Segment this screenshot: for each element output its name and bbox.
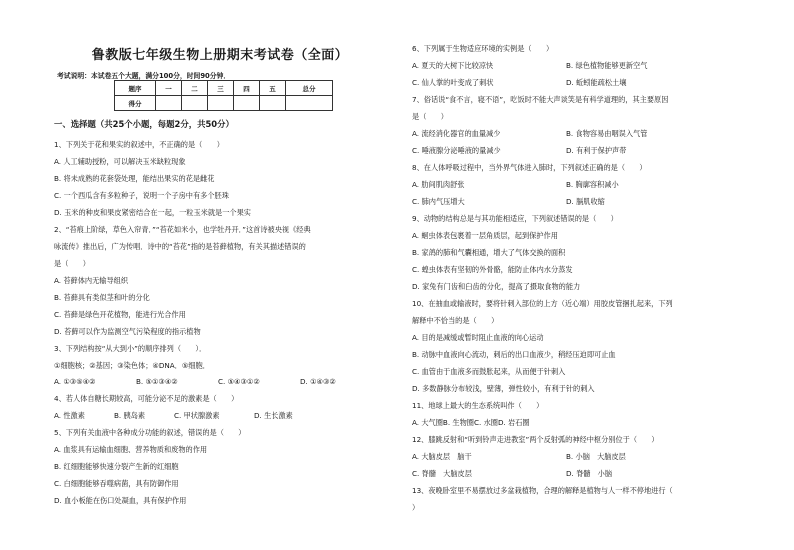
exam-instructions: 考试说明：本试卷五个大题，满分100分，时间90分钟． [57,72,231,80]
option-text: A. 目的是减缓或暂时阻止血液的向心运动 [412,333,544,342]
option-text: C. 脊髓 大脑皮层 [412,469,472,478]
q3-options [54,377,336,386]
question-text: 咏流传》推出后，广为传唱．诗中的“苔花”指的是苔藓植物，有关其描述错误的 [54,242,306,251]
option-text: D. 玉米的种皮和果皮紧密结合在一起，一粒玉米就是一个果实 [54,208,251,217]
option-text: B. 食物容易由咽误入气管 [566,129,648,138]
question-text: 8、在人体呼吸过程中，当外界气体进入肺时，下列叙述正确的是（ ） [412,163,647,172]
question-text: 12、膝跳反射和“听到铃声走进教室”两个反射弧的神经中枢分别位于（ ） [412,435,659,444]
option-text: A. 大脑皮层 脑干 [412,452,472,461]
option-text: C. ⑤④③①② [218,377,260,386]
option-text: D. 家兔有门齿和臼齿的分化，提高了摄取食物的能力 [412,282,581,291]
score-blank [156,96,182,111]
option-text: B. 胰岛素 [114,411,146,420]
question-text: 4、若人体自糖长期较高，可能分泌不足的激素是（ ） [54,394,239,403]
score-table-score-row [115,96,333,111]
score-blank [182,96,208,111]
option-text: C. 苔藓是绿色开花植物，能进行光合作用 [54,310,186,319]
option-text: D. 多数静脉分布较浅，壁薄，弹性较小，有利于针的刺入 [412,384,595,393]
score-cell: 总分 [286,81,333,96]
option-text: D. ①④③② [300,377,336,386]
option-text: B. 家鸽的肺和气囊相通，增大了气体交换的面积 [412,248,566,257]
option-text: C. 蝗虫体表有坚韧的外骨骼，能防止体内水分蒸发 [412,265,573,274]
option-text: D. 生长激素 [254,411,293,420]
option-text: A. 人工辅助授粉，可以解决玉米缺粒现象 [54,157,186,166]
option-text: B. ⑤①③④② [136,377,178,386]
option-text: B. 苔藓具有类似茎和叶的分化 [54,293,150,302]
score-cell: 二 [182,81,208,96]
question-text: 是（ ） [412,112,448,121]
option-text: B. 小脑 大脑皮层 [566,452,626,461]
question-text: 2、“苔痕上阶绿，草色入帘青．”“苔花如米小，也学牡丹开．”这首诗被央视《经典 [54,225,311,234]
option-text: B. 动脉中血液向心流动，刺后的出口血液少，稍经压迫即可止血 [412,350,616,359]
option-text: B. 红细胞能够快速分裂产生新的红细胞 [54,462,179,471]
option-text: A. 夏天的大树下比较凉快 [412,61,494,70]
option-text: A. ①③⑤④② [54,377,96,386]
option-text: C. 肺内气压增大 [412,197,465,206]
option-text: D. 脊髓 小脑 [566,469,613,478]
section-heading: 一、选择题（共25个小题，每题2分，共50分） [54,119,234,129]
option-text: A. 大气圈B. 生物圈C. 水圈D. 岩石圈 [412,418,530,427]
exam-title: 鲁教版七年级生物上册期末考试卷（全面） [91,48,349,63]
score-blank [260,96,286,111]
option-text: C. 一个西瓜含有多粒种子，说明一个子房中有多个胚珠 [54,191,229,200]
score-cell: 四 [234,81,260,96]
option-text: A. 流经消化器官的血量减少 [412,129,501,138]
question-text: 9、动物的结构总是与其功能相适应，下列叙述错误的是（ ） [412,214,618,223]
option-text: B. 绿色植物能够更新空气 [566,61,648,70]
option-text: D. 苔藓可以作为监测空气污染程度的指示植物 [54,327,201,336]
question-text: 解释中不恰当的是（ ） [412,316,499,325]
option-text: D. 血小板能在伤口处凝血，具有保护作用 [54,496,187,505]
option-text: C. 仙人掌的叶变成了刺状 [412,78,494,87]
score-table [114,80,333,111]
option-text: D. 蚯蚓能疏松土壤 [566,78,627,87]
option-text: A. 血浆具有运输血细胞、营养物质和废物的作用 [54,445,208,454]
question-text: 3、下列结构按“从大到小”的顺序排列（ ）． [54,344,207,353]
score-cell: 题序 [115,81,156,96]
option-text: A. 苔藓体内无输导组织 [54,276,129,285]
option-text: C. 甲状腺激素 [174,411,220,420]
score-blank [286,96,333,111]
question-text: 7、俗话说“食不言，寝不语”，吃饭时不能大声谈笑是有科学道理的，其主要原因 [412,95,669,104]
option-text: C. 白细胞能够吞噬病菌，具有防御作用 [54,479,179,488]
option-text: B. 将未成熟的花套袋处理，能结出果实的花是雌花 [54,174,215,183]
score-cell: 五 [260,81,286,96]
option-text: C. 血管由于血液多而鼓胀起来，从而便于针刺入 [412,367,566,376]
option-text: C. 唾液腺分泌唾液的量减少 [412,146,501,155]
option-text: A. 肋间肌肉舒张 [412,180,465,189]
score-cell: 得分 [115,96,156,111]
score-blank [208,96,234,111]
question-text: 6、下列属于生物适应环境的实例是（ ） [412,44,554,53]
question-text: 13、夜晚卧室里不易摆放过多盆栽植物，合理的解释是植物与人一样不停地进行（ [412,486,673,495]
question-text: 5、下列有关血液中各种成分功能的叙述，错误的是（ ） [54,428,246,437]
question-text: 是（ ） [54,259,90,268]
score-blank [234,96,260,111]
score-cell: 三 [208,81,234,96]
option-text: A. 性激素 [54,411,85,420]
question-text: ①细胞核；②基因；③染色体；④DNA．⑤细胞． [54,361,210,370]
score-table-header-row [115,81,333,96]
option-text: D. 有利于保护声带 [566,146,627,155]
question-text: 1、下列关于花和果实的叙述中，不正确的是（ ） [54,140,224,149]
option-text: B. 胸廓容积减小 [566,180,619,189]
question-text: ） [412,503,420,512]
score-cell: 一 [156,81,182,96]
q4-options [54,411,293,421]
question-text: 10、在抽血或输液时，要将针刺入部位的上方（近心端）用胶皮管捆扎起来，下列 [412,299,673,308]
option-text: A. 蛔虫体表包裹着一层角质层，起到保护作用 [412,231,558,240]
question-text: 11、地球上最大的生态系统叫作（ ） [412,401,544,410]
option-text: D. 膈肌收缩 [566,197,605,206]
